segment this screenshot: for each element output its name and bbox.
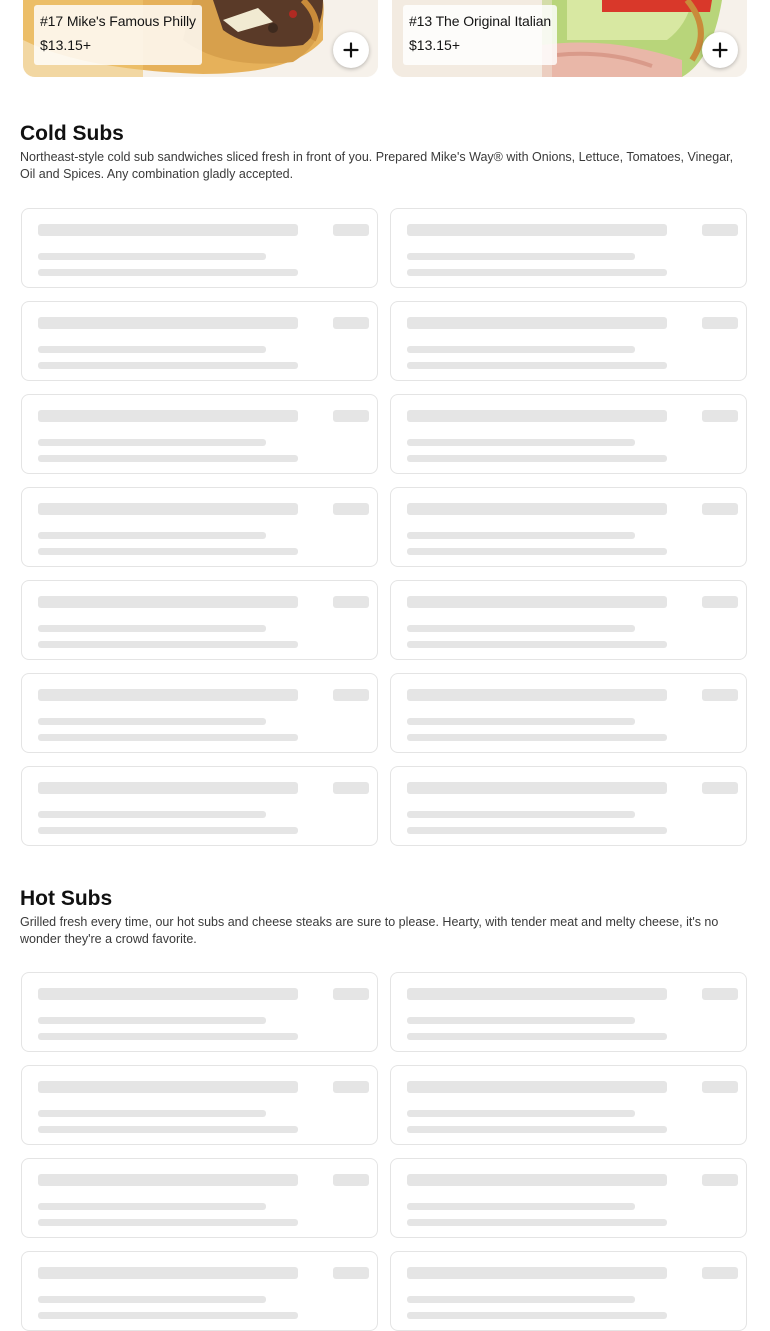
skeleton-title-bar: [38, 503, 298, 515]
skeleton-price-bar: [702, 1174, 738, 1186]
skeleton-title-bar: [407, 503, 667, 515]
featured-item-name: #17 Mike's Famous Philly: [40, 13, 196, 29]
skeleton-l1-bar: [38, 718, 266, 725]
skeleton-l1-bar: [407, 1203, 635, 1210]
skeleton-l2-bar: [38, 548, 298, 555]
skeleton-l2-bar: [407, 641, 667, 648]
skeleton-l1-bar: [38, 1017, 266, 1024]
plus-icon: [343, 42, 359, 58]
skeleton-title-bar: [407, 224, 667, 236]
skeleton-price-bar: [333, 689, 369, 701]
skeleton-l1-bar: [407, 1296, 635, 1303]
menu-item-placeholder: [21, 1158, 378, 1238]
menu-item-placeholder: [390, 1251, 747, 1331]
skeleton-l1-bar: [407, 625, 635, 632]
skeleton-title-bar: [407, 1267, 667, 1279]
featured-items-row: [23, 0, 748, 77]
skeleton-price-bar: [702, 503, 738, 515]
menu-item-placeholder: [390, 301, 747, 381]
skeleton-price-bar: [702, 317, 738, 329]
menu-item-placeholder: [21, 208, 378, 288]
menu-item-placeholder: [390, 487, 747, 567]
skeleton-title-bar: [38, 1081, 298, 1093]
skeleton-price-bar: [702, 1081, 738, 1093]
skeleton-l2-bar: [38, 641, 298, 648]
skeleton-title-bar: [38, 596, 298, 608]
skeleton-price-bar: [333, 596, 369, 608]
menu-item-placeholder: [21, 673, 378, 753]
skeleton-l2-bar: [38, 455, 298, 462]
skeleton-l1-bar: [38, 253, 266, 260]
skeleton-l2-bar: [407, 455, 667, 462]
skeleton-title-bar: [407, 317, 667, 329]
skeleton-l1-bar: [38, 532, 266, 539]
menu-item-placeholder: [390, 766, 747, 846]
skeleton-title-bar: [38, 988, 298, 1000]
skeleton-title-bar: [38, 689, 298, 701]
skeleton-price-bar: [333, 1174, 369, 1186]
skeleton-title-bar: [407, 988, 667, 1000]
featured-item-card[interactable]: [392, 0, 747, 77]
skeleton-price-bar: [702, 782, 738, 794]
menu-item-placeholder: [390, 972, 747, 1052]
menu-item-placeholder: [21, 394, 378, 474]
featured-item-name: #13 The Original Italian: [409, 13, 552, 29]
skeleton-price-bar: [333, 317, 369, 329]
skeleton-l1-bar: [38, 1110, 266, 1117]
skeleton-l2-bar: [38, 1033, 298, 1040]
section-description: Grilled fresh every time, our hot subs and cheese steaks are sure to please. Hearty, with tender meat and melty cheese, it's no wonder they're a crowd favorite.: [20, 915, 719, 946]
skeleton-price-bar: [333, 782, 369, 794]
skeleton-l2-bar: [38, 1126, 298, 1133]
add-to-cart-button[interactable]: [333, 32, 369, 68]
skeleton-l2-bar: [407, 827, 667, 834]
skeleton-price-bar: [333, 224, 369, 236]
menu-item-placeholder: [390, 1065, 747, 1145]
menu-item-placeholder: [390, 394, 747, 474]
menu-item-placeholder: [21, 766, 378, 846]
skeleton-l2-bar: [407, 269, 667, 276]
skeleton-l2-bar: [38, 1312, 298, 1319]
skeleton-title-bar: [407, 1081, 667, 1093]
skeleton-l1-bar: [407, 1110, 635, 1117]
menu-item-placeholder: [21, 1065, 378, 1145]
skeleton-l2-bar: [38, 827, 298, 834]
skeleton-title-bar: [38, 410, 298, 422]
skeleton-title-bar: [407, 410, 667, 422]
skeleton-title-bar: [407, 782, 667, 794]
skeleton-price-bar: [702, 410, 738, 422]
skeleton-l1-bar: [38, 1203, 266, 1210]
skeleton-price-bar: [333, 410, 369, 422]
skeleton-l2-bar: [407, 548, 667, 555]
skeleton-title-bar: [407, 596, 667, 608]
section-description: Northeast-style cold sub sandwiches sliced fresh in front of you. Prepared Mike's Way® with Onions, Lettuce, Tomatoes, Vinegar, Oil and Spices. Any combination gladly accepted.: [20, 150, 734, 181]
skeleton-l1-bar: [38, 346, 266, 353]
featured-item-info: [403, 5, 557, 65]
skeleton-l2-bar: [38, 734, 298, 741]
skeleton-title-bar: [38, 782, 298, 794]
skeleton-price-bar: [333, 1081, 369, 1093]
skeleton-price-bar: [333, 988, 369, 1000]
skeleton-l2-bar: [407, 734, 667, 741]
skeleton-price-bar: [702, 988, 738, 1000]
skeleton-title-bar: [38, 1267, 298, 1279]
section-title: Hot Subs: [20, 887, 113, 910]
skeleton-l1-bar: [407, 439, 635, 446]
featured-item-card[interactable]: [23, 0, 378, 77]
menu-item-placeholder: [21, 301, 378, 381]
add-to-cart-button[interactable]: [702, 32, 738, 68]
skeleton-title-bar: [38, 317, 298, 329]
skeleton-price-bar: [702, 689, 738, 701]
skeleton-price-bar: [702, 224, 738, 236]
skeleton-l2-bar: [407, 362, 667, 369]
menu-item-placeholder: [390, 1158, 747, 1238]
skeleton-title-bar: [407, 689, 667, 701]
skeleton-l1-bar: [407, 1017, 635, 1024]
skeleton-l1-bar: [38, 625, 266, 632]
skeleton-l1-bar: [407, 532, 635, 539]
skeleton-l2-bar: [38, 362, 298, 369]
skeleton-l2-bar: [407, 1312, 667, 1319]
menu-item-placeholder: [390, 580, 747, 660]
skeleton-l1-bar: [407, 253, 635, 260]
skeleton-title-bar: [38, 224, 298, 236]
skeleton-l1-bar: [38, 811, 266, 818]
skeleton-l2-bar: [407, 1126, 667, 1133]
menu-item-placeholder: [21, 972, 378, 1052]
skeleton-price-bar: [333, 503, 369, 515]
skeleton-l1-bar: [38, 439, 266, 446]
menu-section-cold-subs: [20, 121, 750, 183]
skeleton-l1-bar: [407, 346, 635, 353]
skeleton-title-bar: [407, 1174, 667, 1186]
skeleton-title-bar: [38, 1174, 298, 1186]
skeleton-l2-bar: [38, 1219, 298, 1226]
featured-item-price: $13.15+: [409, 37, 460, 53]
skeleton-l1-bar: [407, 811, 635, 818]
featured-item-info: [34, 5, 202, 65]
menu-item-placeholder: [21, 580, 378, 660]
skeleton-l2-bar: [38, 269, 298, 276]
skeleton-l1-bar: [407, 718, 635, 725]
skeleton-l2-bar: [407, 1033, 667, 1040]
skeleton-l2-bar: [407, 1219, 667, 1226]
menu-item-placeholder: [21, 487, 378, 567]
skeleton-price-bar: [333, 1267, 369, 1279]
skeleton-price-bar: [702, 1267, 738, 1279]
featured-item-price: $13.15+: [40, 37, 91, 53]
skeleton-l1-bar: [38, 1296, 266, 1303]
menu-item-placeholder: [390, 673, 747, 753]
section-title: Cold Subs: [20, 122, 124, 145]
menu-item-placeholder: [21, 1251, 378, 1331]
plus-icon: [712, 42, 728, 58]
menu-section-hot-subs: [20, 886, 750, 948]
skeleton-price-bar: [702, 596, 738, 608]
menu-item-placeholder: [390, 208, 747, 288]
